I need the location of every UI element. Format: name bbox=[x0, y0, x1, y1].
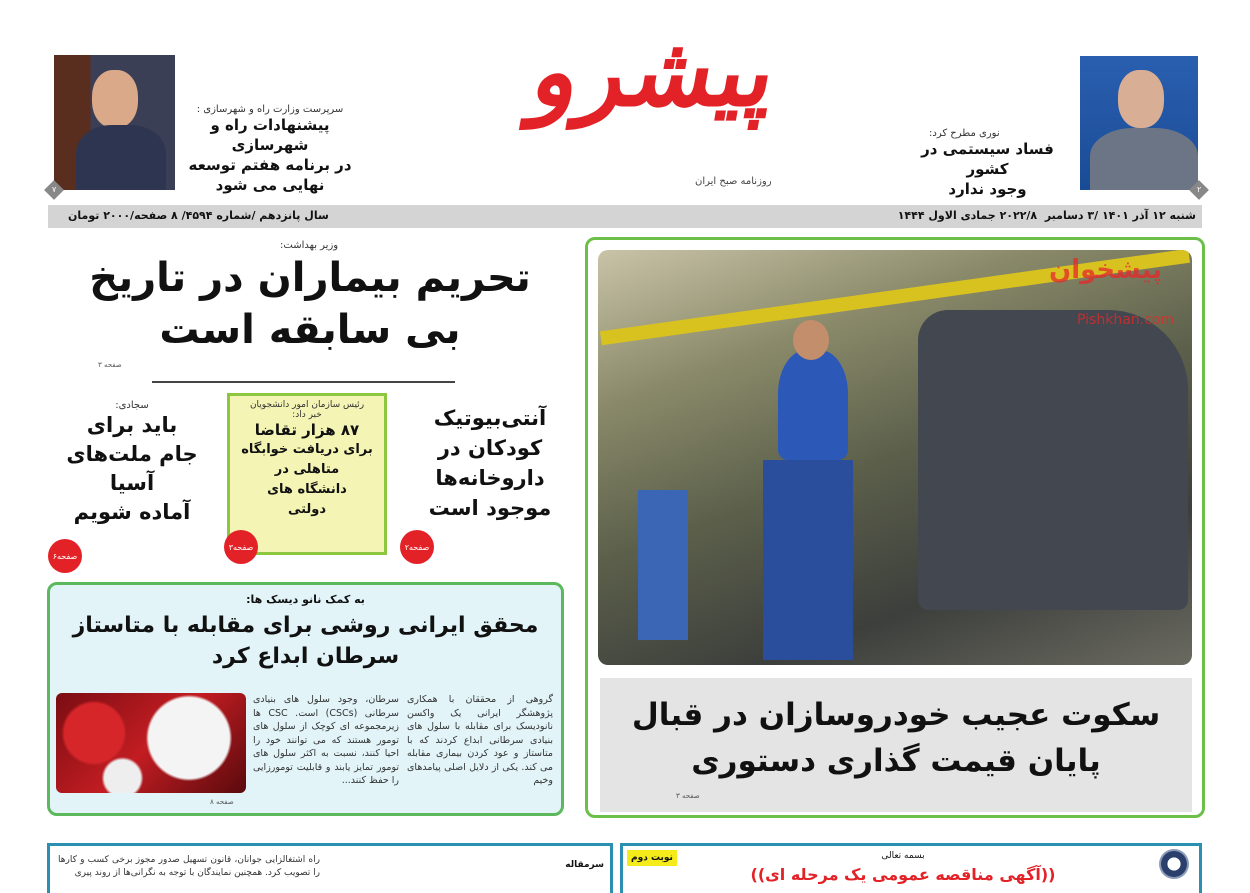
issue-info-bar bbox=[48, 205, 1202, 228]
main-headline: تحریم بیماران در تاریخ bbox=[89, 255, 531, 301]
brief-headline: جام ملت‌های bbox=[66, 442, 198, 466]
logo-text: پیشرو bbox=[524, 15, 786, 128]
teaser-headline: وجود ندارد bbox=[948, 180, 1027, 198]
brief-kicker: خبر داد: bbox=[292, 410, 322, 420]
brief-headline: ۸۷ هزار تقاضا bbox=[254, 421, 360, 439]
tender-ad[interactable] bbox=[620, 843, 1202, 893]
brief-headline: آسیا bbox=[109, 471, 155, 495]
official-photo-left bbox=[54, 55, 175, 190]
lead-headline: پایان قیمت گذاری دستوری bbox=[691, 743, 1101, 779]
teaser-kicker: سرپرست وزارت راه و شهرسازی : bbox=[196, 104, 344, 115]
brief-headline: دولتی bbox=[287, 502, 327, 517]
brief-headline: باید برای bbox=[86, 413, 178, 437]
watermark-url: Pishkhan.com bbox=[1077, 312, 1174, 328]
brief-kicker: رئیس سازمان امور دانشجویان bbox=[249, 400, 365, 410]
page-badge[interactable]: صفحه۶ bbox=[48, 539, 82, 573]
teaser-headline: فساد سیستمی در کشور bbox=[921, 140, 1054, 178]
ad-header: بسمه تعالی bbox=[881, 851, 925, 861]
page-ref: صفحه ۸ bbox=[210, 798, 234, 806]
right-teaser[interactable] bbox=[905, 128, 1070, 199]
editorial-box[interactable] bbox=[47, 843, 613, 893]
teaser-kicker: نوری مطرح کرد: bbox=[929, 128, 1000, 139]
page-number-marker: ۷ bbox=[44, 180, 64, 200]
divider bbox=[152, 381, 455, 383]
teaser-headline: نهایی می شود bbox=[215, 176, 325, 194]
issue-date: شنبه ۱۲ آذر ۱۴۰۱ /۳ دسامبر ۲۰۲۲/۸ جمادی الاول ۱۴۴۴ bbox=[897, 209, 1196, 222]
nano-headline: سرطان ابداع کرد bbox=[211, 644, 400, 669]
page-number-marker: ۲ bbox=[1189, 180, 1209, 200]
brief-headline: دانشگاه های bbox=[267, 482, 347, 497]
brief-headline: داروخانه‌ها bbox=[435, 466, 545, 490]
brief-headline: آماده شویم bbox=[73, 500, 191, 524]
brief-headline: متاهلی در bbox=[274, 462, 340, 477]
watermark-logo: پیشخوان bbox=[1049, 255, 1162, 285]
editorial-text: راه اشتغالزایی جوانان، قانون تسهیل صدور مجوز برخی کسب و کارها را تصویب کرد. همچنین نمایندگان با توجه به نگرانی‌ها از روند پیری bbox=[58, 855, 320, 878]
brief-dormitory[interactable] bbox=[227, 393, 387, 555]
lead-caption bbox=[600, 678, 1192, 812]
page-ref: صفحه ۳ bbox=[676, 792, 700, 800]
brief-headline: برای دریافت خوابگاه bbox=[241, 442, 373, 457]
organization-emblem-icon bbox=[1159, 849, 1189, 879]
brief-headline: کودکان در bbox=[437, 436, 543, 460]
main-story[interactable] bbox=[60, 240, 560, 355]
newspaper-logo[interactable] bbox=[524, 10, 790, 200]
logo-subtitle: روزنامه صبح ایران bbox=[695, 176, 772, 187]
lead-story-box[interactable] bbox=[585, 237, 1205, 818]
page-ref: صفحه ۳ bbox=[98, 361, 122, 369]
page-badge[interactable]: صفحه۲ bbox=[400, 530, 434, 564]
brief-headline: آنتی‌بیوتیک bbox=[433, 406, 547, 430]
editorial-label: سرمقاله bbox=[565, 860, 604, 870]
nano-column-2: سرطان، وجود سلول های بنیادی سرطانی (CSCs) است. CSC ها زیرمجموعه ای کوچک از سلول های تومور هستند که می توانند خود را احیا کنند، نسبت به اکثر سلول های تومور تمایز یابند و قابلیت تومورزایی را حفظ کنند... bbox=[253, 694, 399, 786]
nano-story-box[interactable] bbox=[47, 582, 564, 816]
main-headline: بی سابقه است bbox=[159, 307, 461, 353]
ad-badge: نوبت دوم bbox=[627, 850, 677, 866]
page-badge[interactable]: صفحه۳ bbox=[224, 530, 258, 564]
main-kicker: وزیر بهداشت: bbox=[280, 240, 339, 251]
teaser-headline: در برنامه هفتم توسعه bbox=[188, 156, 352, 174]
brief-kicker: سجادی: bbox=[115, 400, 149, 411]
lead-headline: سکوت عجیب خودروسازان در قبال bbox=[631, 697, 1161, 733]
nano-kicker: به کمک نانو دیسک ها: bbox=[246, 593, 365, 606]
ad-title: ((آگهی مناقصه عمومی یک مرحله ای)) bbox=[750, 865, 1056, 884]
issue-number: سال پانزدهم /شماره ۴۵۹۴/ ۸ صفحه/۲۰۰۰ تومان bbox=[68, 209, 329, 222]
brief-headline: موجود است bbox=[428, 496, 552, 520]
car-factory-photo bbox=[598, 250, 1192, 665]
teaser-headline: پیشنهادات راه و شهرسازی bbox=[210, 116, 330, 154]
nano-column-1: گروهی از محققان با همکاری پژوهشگر ایرانی یک واکسن نانودیسک برای مقابله با سلول های بنیادی سرطانی ابداع کردند که با متاستاز و عود کردن بیماری مقابله می کند. یکی از دلایل اصلی پیامدهای وخیم bbox=[407, 694, 553, 786]
brief-asian-cup[interactable] bbox=[62, 400, 202, 527]
official-photo-right bbox=[1080, 56, 1198, 190]
brief-antibiotics[interactable] bbox=[420, 403, 560, 523]
nano-headline: محقق ایرانی روشی برای مقابله با متاستاز bbox=[72, 613, 539, 638]
blood-cells-image bbox=[56, 693, 246, 793]
left-teaser[interactable] bbox=[180, 104, 360, 195]
